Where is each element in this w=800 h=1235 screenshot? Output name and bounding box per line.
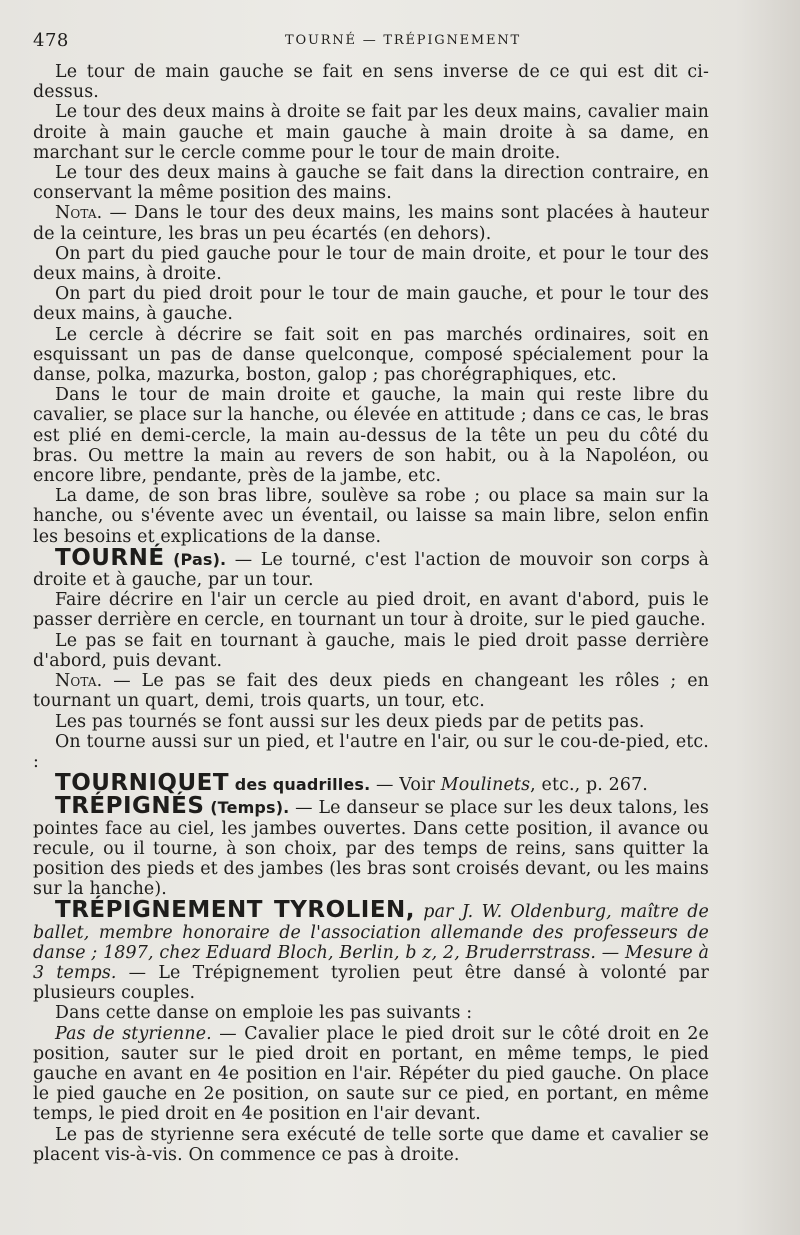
step-text: — Cavalier place le pied droit sur le côté droit en 2e position, sauter sur le pied droit en portant, en même temps, le pied gauche en avant en 4e position en l'air. Répéter du pied gauche. On place le pied gauche en 2e position, on saute sur ce pied, en portant, en même temps, le pied droit en 4e position en l'air devant. [33,1023,709,1125]
text-column [33,62,709,1165]
step-name: Pas de styrienne. [55,1023,212,1044]
paragraph: On part du pied droit pour le tour de main gauche, et pour le tour des deux mains, à gauche. [33,284,709,325]
page-header [33,30,773,54]
paragraph: Le pas de styrienne sera exécuté de telle sorte que dame et cavalier se placent vis-à-vis. On commence ce pas à droite. [33,1124,709,1165]
entry-qualifier: (Temps). [210,798,290,818]
paragraph: Le tour des deux mains à gauche se fait dans la direction contraire, en conservant la même position des mains. [33,163,709,204]
paragraph: Faire décrire en l'air un cercle au pied droit, en avant d'abord, puis le passer derrière en cercle, en tournant un tour à droite, sur le pied gauche. [33,590,709,631]
note-paragraph [33,671,709,711]
entry-definition: — Le Trépignement tyrolien peut être dansé à volonté par plusieurs couples. [33,962,709,1004]
entry-trepignes [33,795,709,899]
entry-definition: — Le tourné, c'est l'action de mouvoir son corps à droite et à gauche, par un tour. [33,549,709,591]
paragraph: Le tour des deux mains à droite se fait par les deux mains, cavalier main droite à main gauche et main gauche à main droite à sa dame, en marchant sur le cercle comme pour le tour de main droite. [33,102,709,163]
paragraph: La dame, de son bras libre, soulève sa robe ; ou place sa main sur la hanche, ou s'évente avec un éventail, ou laisse sa main libre, selon enfin les besoins et explications de la danse. [33,486,709,547]
entry-tourniquet [33,772,709,795]
note-text: — Le pas se fait des deux pieds en changeant les rôles ; en tournant un quart, demi, trois quarts, un tour, etc. [33,671,709,712]
entry-text: — Voir [370,775,441,796]
paragraph: On tourne aussi sur un pied, et l'autre en l'air, ou sur le cou-de-pied, etc. : [33,731,709,772]
paragraph: Le pas se fait en tournant à gauche, mais le pied droit passe derrière d'abord, puis devant. [33,630,709,671]
entry-headword: TOURNIQUET [55,770,230,797]
paragraph: Le cercle à décrire se fait soit en pas marchés ordinaires, soit en esquissant un pas de danse quelconque, composé spécialement pour la danse, polka, mazurka, boston, galop ; pas chorégraphiques, etc. [33,324,709,386]
paragraph: Les pas tournés se font aussi sur les deux pieds par de petits pas. [55,711,645,732]
note-label: Nota. [55,671,103,692]
entry-tourne [33,544,709,591]
entry-trepignement [33,899,709,1003]
paragraph: On part du pied gauche pour le tour de main droite, et pour le tour des deux mains, à droite. [33,243,709,285]
entry-qualifier: des quadrilles. [234,775,371,795]
paragraph: Dans le tour de main droite et gauche, la main qui reste libre du cavalier, se place sur la hanche, ou élevée en attitude ; dans ce cas, le bras est plié en demi-cercle, la main au-dessus de la tête un peu du côté du bras. Ou mettre la main au revers de son habit, ou à la Napoléon, ou encore libre, pendante, près de la jambe, etc. [33,385,709,487]
page-number: 478 [33,30,69,51]
note-paragraph [33,203,709,243]
entry-headword: TRÉPIGNEMENT TYROLIEN, [55,897,416,924]
entry-byline: par J. W. Oldenburg, maître de ballet, membre honoraire de l'association allemande des professeurs de danse ; 1897, chez Eduard Bloch, Berlin, b z, 2, Bruderrstrass. — Mesure à 3 temps. [33,902,709,983]
paragraph: Dans cette danse on emploie les pas suivants : [55,1003,473,1024]
entry-text: , etc., p. 267. [530,775,648,796]
note-text: — Dans le tour des deux mains, les mains sont placées à hauteur de la ceinture, les bras un peu écartés (en dehors). [33,203,709,244]
note-label: Nota. [55,203,103,224]
cross-reference: Moulinets [440,775,531,796]
entry-headword: TRÉPIGNÉS [55,793,205,820]
entry-headword: TOURNÉ [55,544,165,571]
entry-qualifier: (Pas). [173,549,227,569]
running-head: TOURNÉ — TRÉPIGNEMENT [285,33,521,48]
entry-definition: — Le danseur se place sur les deux talons, les pointes face au ciel, les jambes ouvertes. Dans cette position, il avance ou recule, ou il tourne, à son choix, par des temps de reins, sans quitter la position des pieds et des jambes (les bras sont croisés devant, ou les mains sur la hanche). [33,798,709,900]
step-paragraph [33,1024,709,1125]
paragraph: Le tour de main gauche se fait en sens inverse de ce qui est dit ci-dessus. [33,62,709,103]
